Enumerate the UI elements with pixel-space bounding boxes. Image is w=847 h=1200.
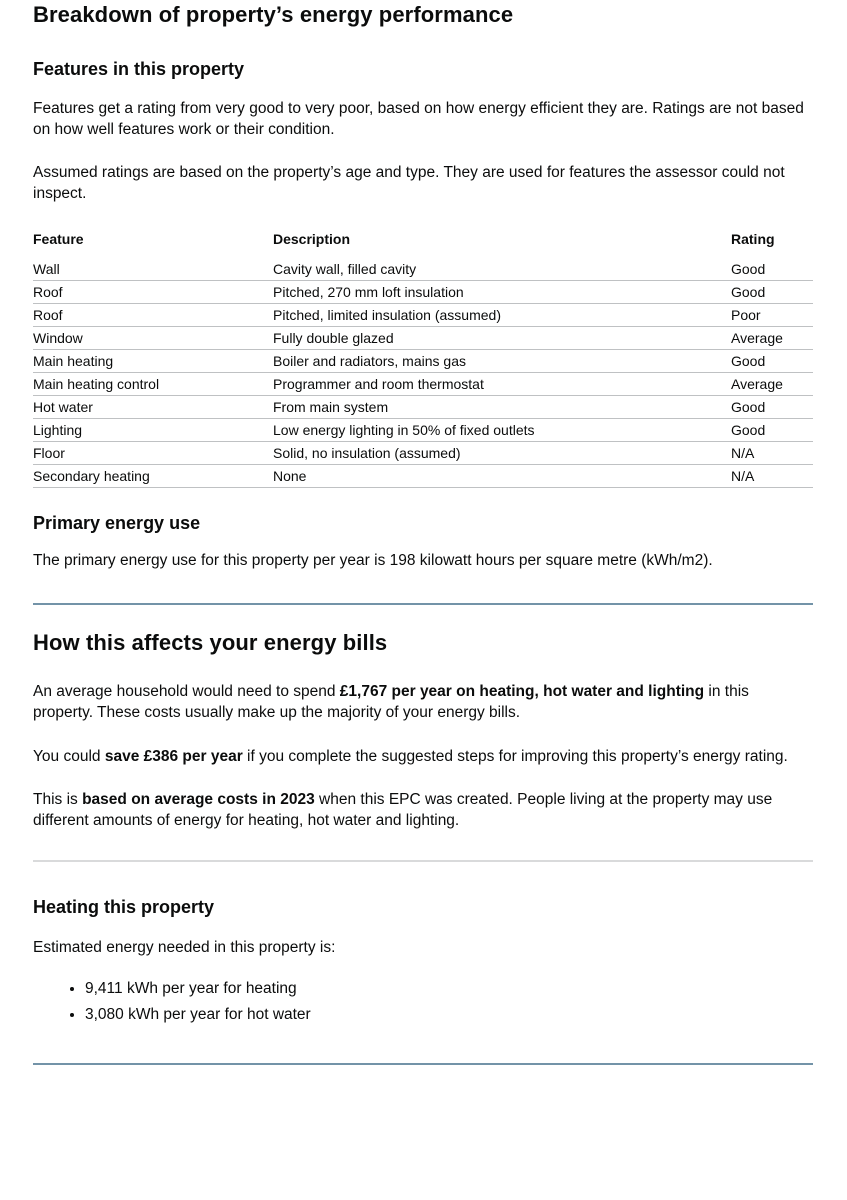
feature-cell: Main heating control — [33, 373, 273, 396]
heating-intro-paragraph: Estimated energy needed in this property is: — [33, 939, 336, 956]
column-header-feature: Feature — [33, 231, 84, 247]
description-cell: Pitched, 270 mm loft insulation — [273, 281, 731, 304]
rating-cell: Average — [731, 327, 813, 350]
column-header-description: Description — [273, 231, 351, 247]
column-header-rating: Rating — [731, 231, 775, 247]
rating-cell: Average — [731, 373, 813, 396]
bold-text: based on average costs in 2023 — [82, 791, 315, 808]
feature-cell: Hot water — [33, 396, 273, 419]
feature-cell: Window — [33, 327, 273, 350]
heating-heading: Heating this property — [33, 897, 215, 917]
features-assumed-paragraph: Assumed ratings are based on the property’s age and type. They are used for features the assessor could not inspect. — [33, 164, 785, 202]
rating-cell: N/A — [731, 465, 813, 488]
feature-cell: Main heating — [33, 350, 273, 373]
feature-cell: Roof — [33, 281, 273, 304]
features-table-header — [33, 231, 813, 258]
section-energy-bills — [33, 630, 813, 831]
bills-spend-paragraph — [33, 681, 813, 723]
table-row — [33, 281, 813, 304]
rating-cell: Good — [731, 419, 813, 442]
table-row — [33, 396, 813, 419]
section-divider — [33, 860, 813, 862]
table-row — [33, 350, 813, 373]
feature-cell: Secondary heating — [33, 465, 273, 488]
table-row — [33, 465, 813, 488]
energy-bills-heading: How this affects your energy bills — [33, 630, 388, 655]
features-heading: Features in this property — [33, 59, 245, 79]
rating-cell: Good — [731, 258, 813, 281]
feature-cell: Floor — [33, 442, 273, 465]
rating-cell: Good — [731, 396, 813, 419]
section-features — [33, 57, 813, 488]
body-text: You could — [33, 748, 105, 765]
bills-save-paragraph — [33, 746, 813, 767]
section-divider — [33, 603, 813, 605]
body-text: An average household would need to spend — [33, 683, 340, 700]
description-cell: None — [273, 465, 731, 488]
energy-needed-list — [33, 978, 813, 1025]
body-text: in this property. These costs usually make up the majority of your energy bills. — [33, 683, 749, 721]
section-heating — [33, 895, 813, 1025]
table-row — [33, 304, 813, 327]
description-cell: Solid, no insulation (assumed) — [273, 442, 731, 465]
description-cell: Low energy lighting in 50% of fixed outlets — [273, 419, 731, 442]
rating-cell: Good — [731, 350, 813, 373]
description-cell: From main system — [273, 396, 731, 419]
bold-text: £1,767 per year on heating, hot water and lighting — [339, 683, 705, 700]
bills-costs-basis-paragraph — [33, 789, 813, 831]
list-item: • 3,080 kWh per year for hot water — [85, 1004, 813, 1025]
table-row — [33, 419, 813, 442]
bold-text: save £386 per year — [104, 748, 243, 765]
description-cell: Boiler and radiators, mains gas — [273, 350, 731, 373]
description-cell: Cavity wall, filled cavity — [273, 258, 731, 281]
rating-cell: Poor — [731, 304, 813, 327]
page-title: Breakdown of property’s energy performance — [33, 2, 514, 27]
primary-energy-paragraph: The primary energy use for this property per year is 198 kilowatt hours per square metre (kWh/m2). — [33, 552, 713, 569]
description-cell: Fully double glazed — [273, 327, 731, 350]
table-row — [33, 373, 813, 396]
section-primary-energy — [33, 511, 813, 571]
table-row — [33, 442, 813, 465]
table-row — [33, 327, 813, 350]
list-item: • 9,411 kWh per year for heating — [85, 978, 813, 999]
feature-cell: Wall — [33, 258, 273, 281]
section-divider — [33, 1063, 813, 1065]
body-text: if you complete the suggested steps for improving this property’s energy rating. — [242, 748, 788, 765]
table-header-row — [33, 231, 813, 258]
features-table — [33, 231, 813, 488]
body-text: This is — [33, 791, 83, 808]
description-cell: Programmer and room thermostat — [273, 373, 731, 396]
description-cell: Pitched, limited insulation (assumed) — [273, 304, 731, 327]
table-row — [33, 258, 813, 281]
features-intro-paragraph: Features get a rating from very good to very poor, based on how energy efficient they are. Ratings are not based on how well features work or their condition. — [33, 100, 804, 138]
feature-cell: Roof — [33, 304, 273, 327]
feature-cell: Lighting — [33, 419, 273, 442]
rating-cell: Good — [731, 281, 813, 304]
primary-energy-heading: Primary energy use — [33, 513, 201, 533]
rating-cell: N/A — [731, 442, 813, 465]
body-text: when this EPC was created. People living at the property may use different amounts of energy for heating, hot water and lighting. — [33, 791, 773, 829]
feature-table-body — [33, 258, 813, 488]
